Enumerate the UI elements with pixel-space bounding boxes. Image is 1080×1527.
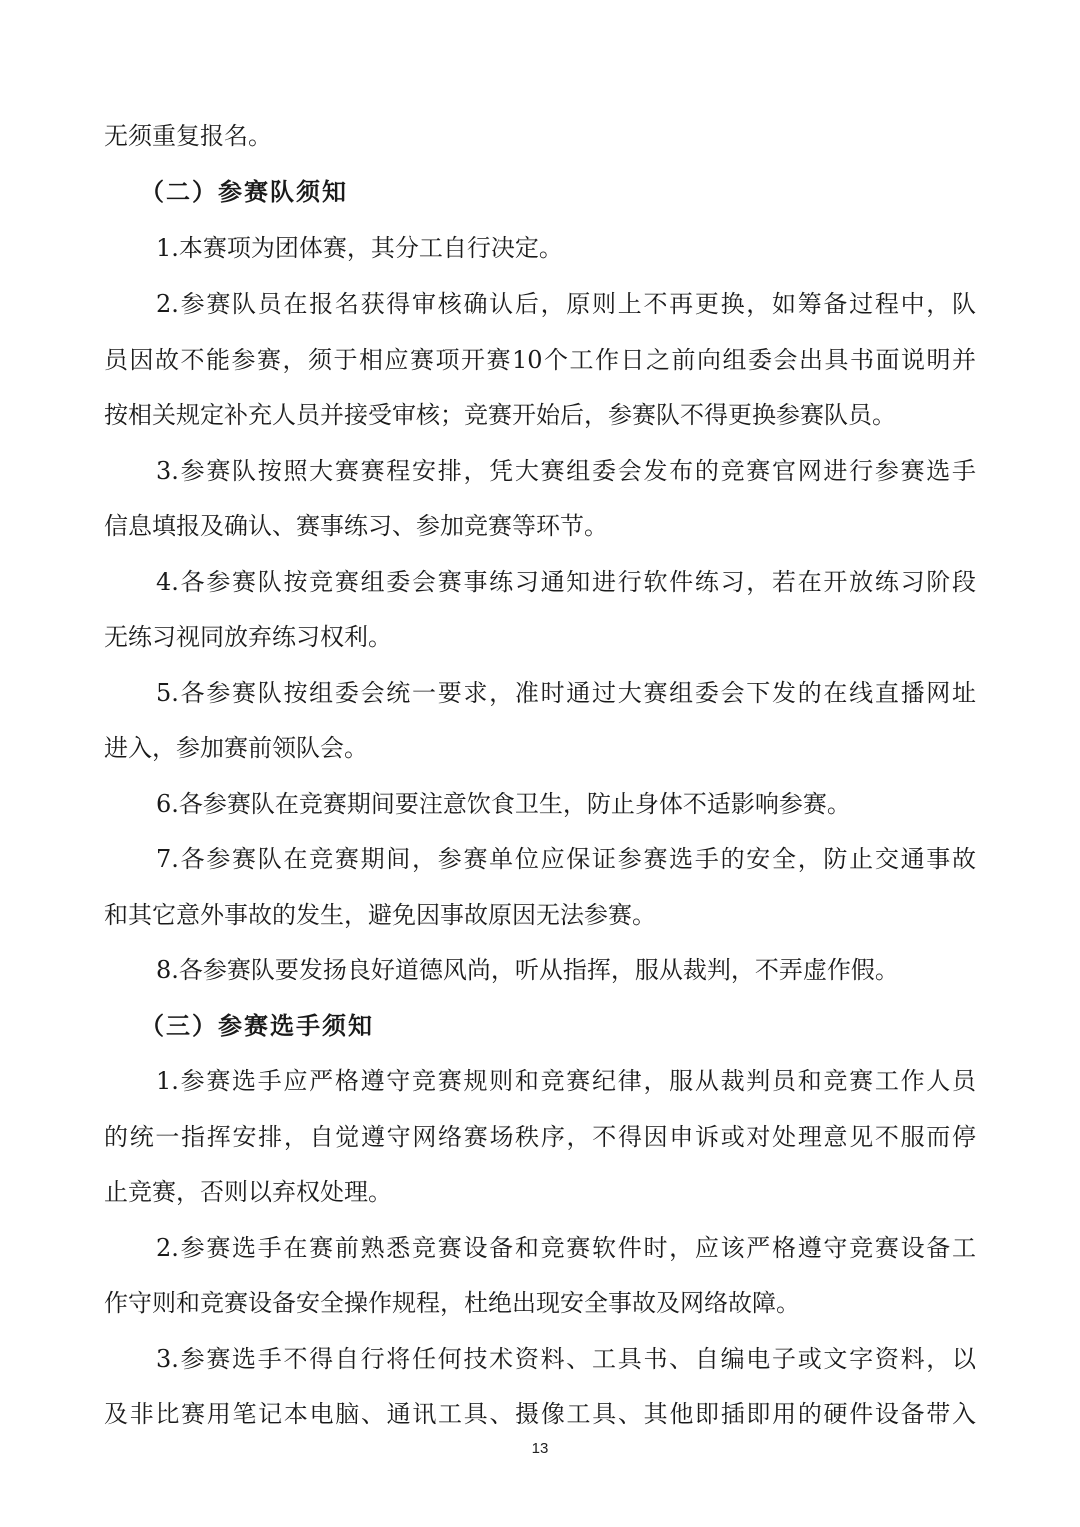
paragraph-line: 7.各参赛队在竞赛期间，参赛单位应保证参赛选手的安全，防止交通事故 bbox=[156, 845, 976, 873]
paragraph-line: 止竞赛，否则以弃权处理。 bbox=[104, 1178, 392, 1206]
paragraph-line: 按相关规定补充人员并接受审核；竞赛开始后，参赛队不得更换参赛队员。 bbox=[104, 401, 896, 429]
paragraph-line: 6.各参赛队在竞赛期间要注意饮食卫生，防止身体不适影响参赛。 bbox=[156, 790, 851, 818]
paragraph-line: 员因故不能参赛，须于相应赛项开赛10个工作日之前向组委会出具书面说明并 bbox=[104, 346, 976, 374]
paragraph-line: 5.各参赛队按组委会统一要求，准时通过大赛组委会下发的在线直播网址 bbox=[156, 679, 976, 707]
paragraph-line: 1.本赛项为团体赛，其分工自行决定。 bbox=[156, 234, 563, 262]
paragraph-line: 4.各参赛队按竞赛组委会赛事练习通知进行软件练习，若在开放练习阶段 bbox=[156, 568, 976, 596]
paragraph-line: 2.参赛队员在报名获得审核确认后，原则上不再更换，如筹备过程中，队 bbox=[156, 290, 976, 318]
paragraph-line: 1.参赛选手应严格遵守竞赛规则和竞赛纪律，服从裁判员和竞赛工作人员 bbox=[156, 1067, 976, 1095]
paragraph-line: 无须重复报名。 bbox=[104, 122, 272, 150]
section-heading: （二）参赛队须知 bbox=[140, 177, 348, 206]
paragraph-line: 8.各参赛队要发扬良好道德风尚，听从指挥，服从裁判，不弄虚作假。 bbox=[156, 956, 899, 984]
paragraph-line: 作守则和竞赛设备安全操作规程，杜绝出现安全事故及网络故障。 bbox=[104, 1289, 800, 1317]
section-heading: （三）参赛选手须知 bbox=[140, 1011, 374, 1040]
paragraph-line: 3.参赛选手不得自行将任何技术资料、工具书、自编电子或文字资料，以 bbox=[156, 1345, 976, 1373]
paragraph-line: 和其它意外事故的发生，避免因事故原因无法参赛。 bbox=[104, 901, 656, 929]
page-number: 13 bbox=[531, 1440, 549, 1457]
paragraph-line: 及非比赛用笔记本电脑、通讯工具、摄像工具、其他即插即用的硬件设备带入 bbox=[104, 1400, 976, 1428]
paragraph-line: 信息填报及确认、赛事练习、参加竞赛等环节。 bbox=[104, 512, 608, 540]
paragraph-line: 进入，参加赛前领队会。 bbox=[104, 734, 368, 762]
paragraph-line: 的统一指挥安排，自觉遵守网络赛场秩序，不得因申诉或对处理意见不服而停 bbox=[104, 1123, 976, 1151]
paragraph-line: 3.参赛队按照大赛赛程安排，凭大赛组委会发布的竞赛官网进行参赛选手 bbox=[156, 457, 976, 485]
paragraph-line: 2.参赛选手在赛前熟悉竞赛设备和竞赛软件时，应该严格遵守竞赛设备工 bbox=[156, 1234, 976, 1262]
paragraph-line: 无练习视同放弃练习权利。 bbox=[104, 623, 392, 651]
